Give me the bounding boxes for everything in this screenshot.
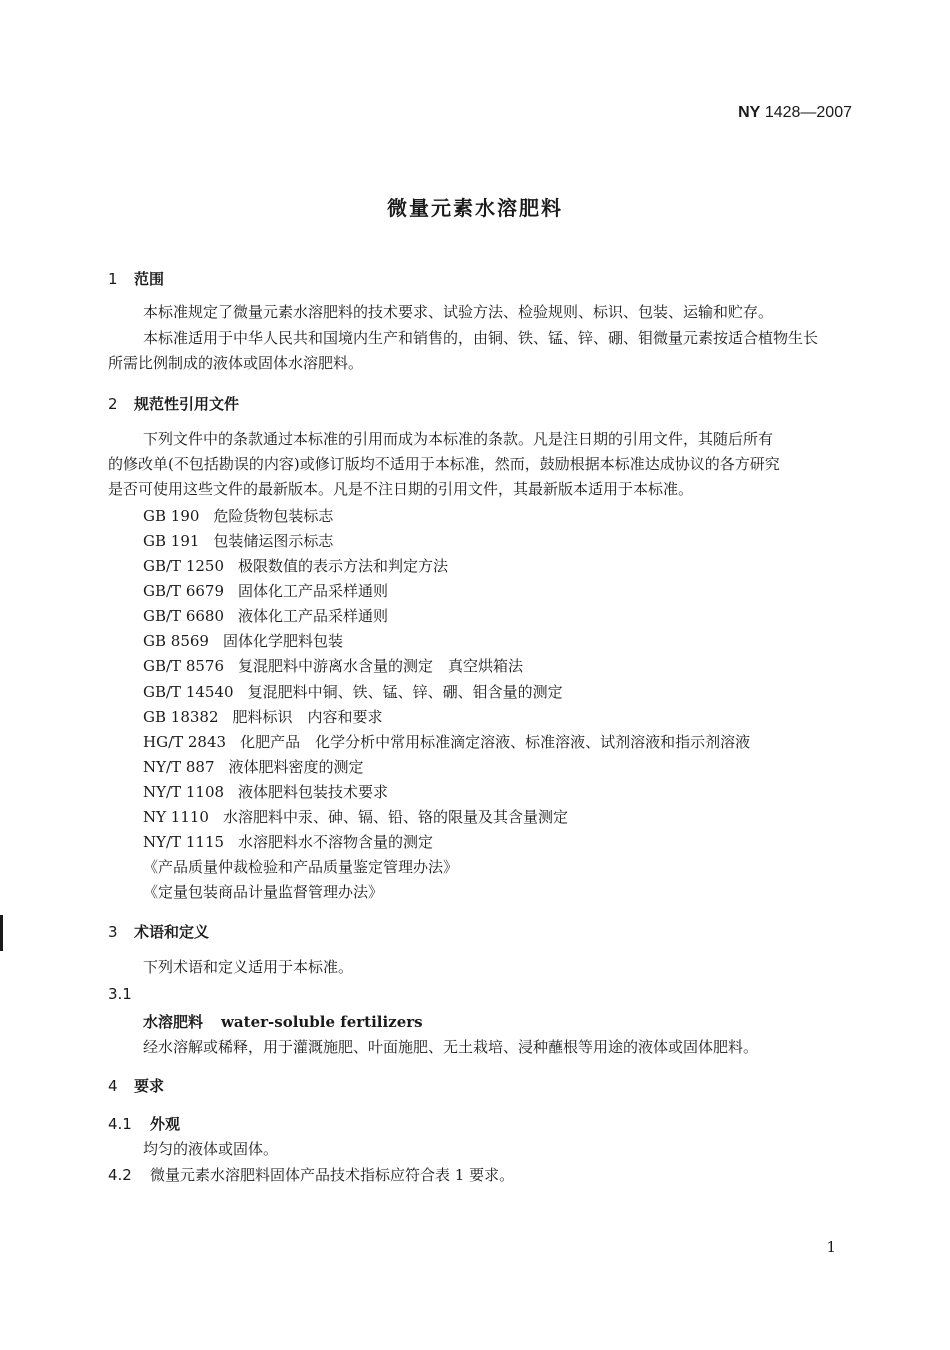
term-english: water-soluble fertilizers (221, 1013, 423, 1031)
reference-code: GB/T 8576 (143, 657, 225, 675)
reference-code: GB/T 1250 (143, 557, 225, 575)
section-2-number: 2 (108, 395, 118, 413)
section-2-intro-line-3: 是否可使用这些文件的最新版本。凡是不注日期的引用文件，其最新版本适用于本标准。 (108, 480, 694, 498)
reference-item (143, 756, 364, 777)
section-3-intro: 下列术语和定义适用于本标准。 (143, 958, 354, 976)
reference-code: GB 191 (143, 532, 200, 550)
term-chinese: 水溶肥料 (143, 1013, 204, 1031)
clause-4-2-text: 微量元素水溶肥料固体产品技术指标应符合表 1 要求。 (150, 1166, 515, 1184)
standard-code-prefix: NY (738, 104, 761, 121)
reference-code: NY/T 887 (143, 758, 215, 776)
section-3-heading (108, 921, 209, 942)
reference-code: NY/T 1115 (143, 833, 225, 851)
clause-4-2-number: 4.2 (108, 1166, 132, 1184)
reference-code: NY 1110 (143, 808, 209, 826)
reference-code: GB/T 6679 (143, 582, 225, 600)
reference-item (143, 781, 388, 802)
section-4-number: 4 (108, 1077, 118, 1095)
clause-4-1-number: 4.1 (108, 1115, 132, 1133)
reference-item (143, 706, 383, 727)
document-title: 微量元素水溶肥料 (387, 196, 563, 220)
section-1-heading (108, 268, 164, 289)
section-2-heading (108, 393, 239, 414)
clause-4-1-title: 外观 (150, 1115, 181, 1133)
reference-code: GB 190 (143, 507, 200, 525)
reference-title: 极限数值的表示方法和判定方法 (238, 557, 449, 575)
reference-code: GB 8569 (143, 632, 209, 650)
standard-code (738, 104, 852, 122)
section-2-intro-line-2: 的修改单(不包括勘误的内容)或修订版均不适用于本标准，然而，鼓励根据本标准达成协议的各方研究 (108, 455, 780, 473)
section-1-title: 范围 (134, 270, 165, 288)
reference-item (143, 655, 523, 676)
section-1-para-2-line-2: 所需比例制成的液体或固体水溶肥料。 (108, 354, 364, 372)
section-3-title: 术语和定义 (134, 923, 210, 941)
standard-code-number: 1428—2007 (764, 104, 852, 121)
reference-code: GB/T 6680 (143, 607, 225, 625)
reference-item (143, 530, 333, 551)
regulation-reference-1: 《产品质量仲裁检验和产品质量鉴定管理办法》 (143, 858, 459, 876)
clause-4-1-heading (108, 1113, 180, 1134)
reference-title: 肥料标识 内容和要求 (232, 708, 383, 726)
reference-title: 液体化工产品采样通则 (238, 607, 389, 625)
term-definition: 经水溶解或稀释，用于灌溉施肥、叶面施肥、无土栽培、浸种蘸根等用途的液体或固体肥料。 (143, 1038, 759, 1056)
reference-code: GB 18382 (143, 708, 219, 726)
reference-title: 固体化学肥料包装 (222, 632, 343, 650)
scan-edge-mark (0, 915, 3, 951)
reference-title: 化肥产品 化学分析中常用标准滴定溶液、标准溶液、试剂溶液和指示剂溶液 (240, 733, 751, 751)
reference-title: 液体肥料密度的测定 (228, 758, 364, 776)
reference-item (143, 831, 433, 852)
reference-item (143, 806, 568, 827)
section-3-number: 3 (108, 923, 118, 941)
reference-code: HG/T 2843 (143, 733, 227, 751)
section-2-intro-line-1: 下列文件中的条款通过本标准的引用而成为本标准的条款。凡是注日期的引用文件，其随后所有 (143, 430, 774, 448)
term-entry-heading (143, 1011, 423, 1032)
reference-title: 水溶肥料水不溶物含量的测定 (238, 833, 434, 851)
clause-3-1-number: 3.1 (108, 985, 132, 1003)
reference-code: NY/T 1108 (143, 783, 225, 801)
section-4-heading (108, 1075, 164, 1096)
reference-item (143, 630, 343, 651)
reference-item (143, 555, 448, 576)
reference-item (143, 580, 388, 601)
section-1-para-2-line-1: 本标准适用于中华人民共和国境内生产和销售的，由铜、铁、锰、锌、硼、钼微量元素按适合植物生长 (143, 329, 819, 347)
section-2-title: 规范性引用文件 (134, 395, 240, 413)
section-1-para-1: 本标准规定了微量元素水溶肥料的技术要求、试验方法、检验规则、标识、包装、运输和贮存。 (143, 303, 774, 321)
reference-title: 复混肥料中游离水含量的测定 真空烘箱法 (238, 657, 524, 675)
reference-title: 液体肥料包装技术要求 (238, 783, 389, 801)
section-4-title: 要求 (134, 1077, 165, 1095)
clause-4-1-text: 均匀的液体或固体。 (143, 1140, 279, 1158)
reference-title: 固体化工产品采样通则 (238, 582, 389, 600)
reference-title: 包装储运图示标志 (213, 532, 334, 550)
reference-item (143, 505, 333, 526)
reference-item (143, 605, 388, 626)
reference-item (143, 681, 563, 702)
reference-title: 危险货物包装标志 (213, 507, 334, 525)
reference-item (143, 731, 750, 752)
reference-title: 复混肥料中铜、铁、锰、锌、硼、钼含量的测定 (247, 683, 563, 701)
clause-4-2 (108, 1164, 514, 1185)
page-number: 1 (826, 1238, 836, 1256)
reference-title: 水溶肥料中汞、砷、镉、铅、铬的限量及其含量测定 (222, 808, 568, 826)
regulation-reference-2: 《定量包装商品计量监督管理办法》 (143, 883, 384, 901)
reference-code: GB/T 14540 (143, 683, 234, 701)
section-1-number: 1 (108, 270, 118, 288)
